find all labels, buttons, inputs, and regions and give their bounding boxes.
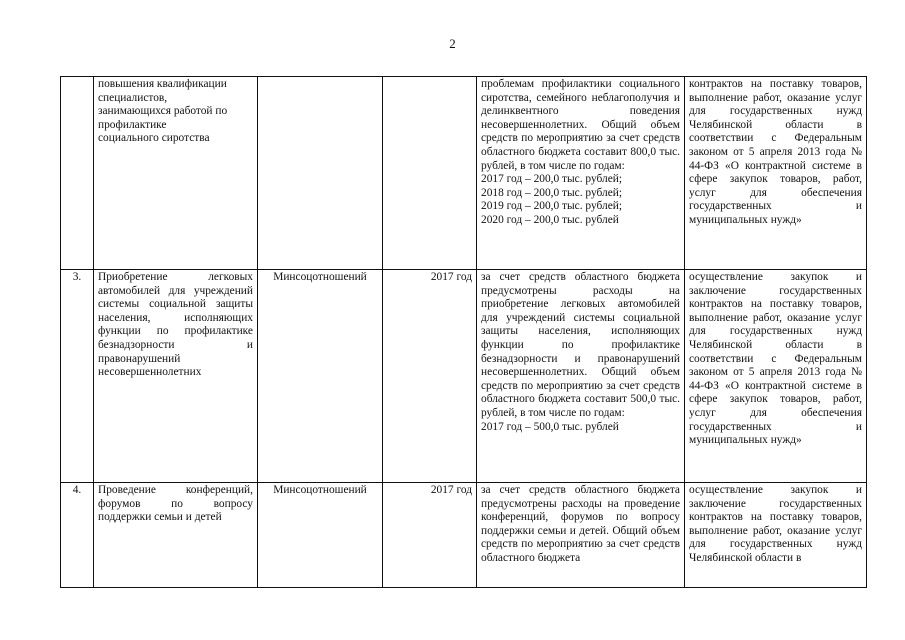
row-number-cell <box>61 77 94 270</box>
table-row <box>61 270 867 483</box>
table-row <box>61 77 867 270</box>
description-cell: за счет средств областного бюджета предусмотрены расходы на проведение конференций, форумов по вопросу поддержки семьи и детей. Общий объем средств по мероприятию за счет средств областного бюджета <box>477 483 685 588</box>
measure-name-cell <box>94 77 258 270</box>
funding-year-line: 2017 год – 200,0 тыс. рублей; <box>481 173 623 186</box>
measure-name-line: повышения квалификации <box>98 78 227 90</box>
funding-year-line: 2017 год – 500,0 тыс. рублей <box>481 420 619 433</box>
description-cell <box>477 77 685 270</box>
row-number-cell: 3. <box>61 270 94 483</box>
measure-name-cell: Проведение конференций, форумов по вопросу поддержки семьи и детей <box>94 483 258 588</box>
table-row <box>61 483 867 588</box>
year-cell: 2017 год <box>383 483 477 588</box>
page-number: 2 <box>449 36 456 51</box>
result-cell: осуществление закупок и заключение государственных контрактов на поставку товаров, выполнение работ, оказание услуг для государственных нужд Челябинской области в соответствии с Федеральным законом от 5 апреля 2013 года № 44-ФЗ «О контрактной системе в сфере закупок товаров, работ, услуг для обеспечения государственных и муниципальных нужд» <box>685 270 867 483</box>
description-cell <box>477 270 685 483</box>
result-cell: осуществление закупок и заключение государственных контрактов на поставку товаров, выполнение работ, оказание услуг для государственных нужд Челябинской области в <box>685 483 867 588</box>
year-cell <box>383 77 477 270</box>
measure-name-line: профилактике <box>98 118 167 131</box>
row-number-cell: 4. <box>61 483 94 588</box>
executor-cell <box>258 77 383 270</box>
result-cell: контрактов на поставку товаров, выполнение работ, оказание услуг для государственных нужд Челябинской области в соответствии с Федеральным законом от 5 апреля 2013 года № 44-ФЗ «О контрактной системе в сфере закупок товаров, работ, услуг для обеспечения государственных и муниципальных нужд» <box>685 77 867 270</box>
measure-name-cell: Приобретение легковых автомобилей для учреждений системы социальной защиты населения, исполняющих функции по профилактике безнадзорности и правонарушений несовершеннолетних <box>94 270 258 483</box>
description-text: за счет средств областного бюджета предусмотрены расходы на приобретение легковых автомобилей для учреждений системы социальной защиты населения, исполняющих функции по профилактике безнадзорности и правонарушений несовершеннолетних. Общий объем средств по мероприятию за счет средств областного бюджета составит 500,0 тыс. рублей, в том числе по годам: <box>481 271 680 419</box>
measures-table <box>60 76 867 588</box>
executor-cell: Минсоцотношений <box>258 270 383 483</box>
year-cell: 2017 год <box>383 270 477 483</box>
description-text: проблемам профилактики социального сиротства, семейного неблагополучия и делинквентного поведения несовершеннолетних. Общий объем средств по мероприятию за счет средств областного бюджета составит 800,0 тыс. рублей, в том числе по годам: <box>481 78 680 172</box>
funding-year-line: 2019 год – 200,0 тыс. рублей; <box>481 200 623 213</box>
measure-name-line: специалистов, <box>98 91 168 104</box>
funding-year-line: 2018 год – 200,0 тыс. рублей; <box>481 186 623 199</box>
measure-name-line: занимающихся работой по <box>98 105 228 118</box>
measure-name-line: социального сиротства <box>98 132 210 145</box>
executor-cell: Минсоцотношений <box>258 483 383 588</box>
funding-year-line: 2020 год – 200,0 тыс. рублей <box>481 213 619 226</box>
